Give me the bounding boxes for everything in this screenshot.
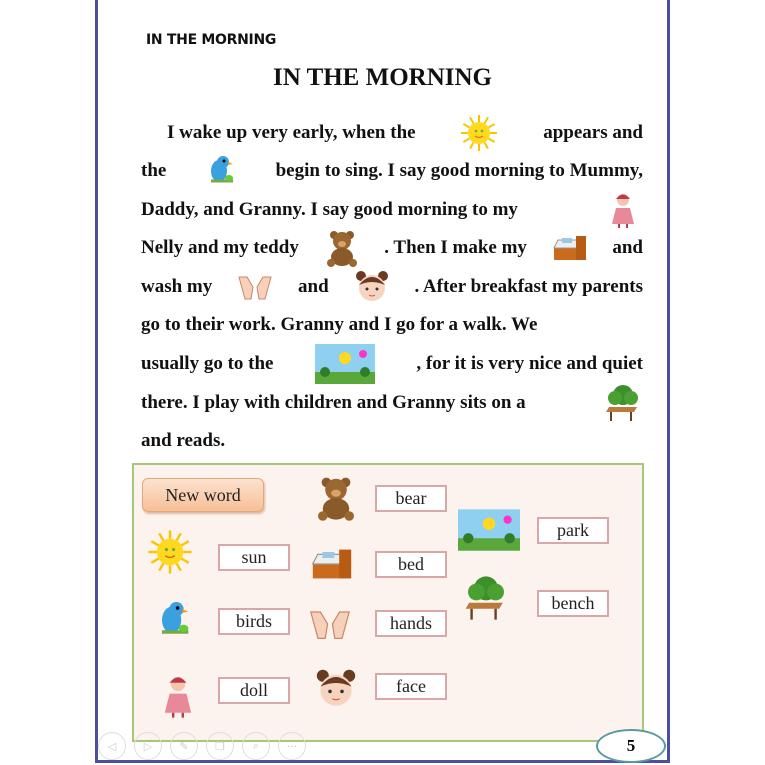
paragraph-line xyxy=(141,268,643,306)
viewer-controls xyxy=(98,732,306,760)
word-label-bear: bear xyxy=(375,485,447,512)
more-icon[interactable]: ··· xyxy=(278,732,306,760)
word-label-birds: birds xyxy=(218,608,290,635)
paragraph-line xyxy=(141,345,643,383)
sun-icon xyxy=(146,528,194,576)
face-icon xyxy=(312,665,360,713)
next-icon[interactable]: ▷ xyxy=(134,732,162,760)
page-number: 5 xyxy=(596,729,666,763)
paragraph-text: I wake up very early, when the xyxy=(167,122,416,143)
paragraph-text: the xyxy=(141,160,167,181)
word-label-park: park xyxy=(537,517,609,544)
prev-icon[interactable]: ◁ xyxy=(98,732,126,760)
word-label-hands: hands xyxy=(375,610,447,637)
paragraph-line xyxy=(141,384,643,422)
paragraph-text: and xyxy=(298,276,329,297)
hands-icon xyxy=(306,600,354,648)
paragraph-text: . After breakfast my parents xyxy=(414,276,643,297)
paragraph-line xyxy=(141,422,643,460)
word-label-sun: sun xyxy=(218,544,290,571)
bear-icon xyxy=(312,474,360,522)
paragraph-text: appears and xyxy=(543,122,643,143)
paragraph-line xyxy=(167,114,643,152)
word-label-bed: bed xyxy=(375,551,447,578)
doll-icon xyxy=(603,190,643,230)
paragraph-text: . Then I make my xyxy=(384,237,527,258)
new-word-button[interactable]: New word xyxy=(142,478,264,512)
page-title: IN THE MORNING xyxy=(272,64,492,91)
paragraph-text: Nelly and my teddy xyxy=(141,237,299,258)
paragraph-text: and xyxy=(612,237,643,258)
paragraph-line xyxy=(141,229,643,267)
paragraph-text: usually go to the xyxy=(141,353,274,374)
bench-icon xyxy=(603,383,643,423)
birds-icon xyxy=(201,151,241,191)
running-header: IN THE MORNING xyxy=(146,32,277,48)
copy-icon[interactable]: ❐ xyxy=(206,732,234,760)
bear-icon xyxy=(322,228,362,268)
paragraph-line xyxy=(141,152,643,190)
paragraph-text: and reads. xyxy=(141,430,226,451)
bench-icon xyxy=(462,574,510,622)
word-label-bench: bench xyxy=(537,590,609,617)
paragraph-line xyxy=(141,191,643,229)
paragraph-line xyxy=(141,306,643,344)
bed-icon xyxy=(550,228,590,268)
pen-icon[interactable]: ✎ xyxy=(170,732,198,760)
park-icon xyxy=(458,506,520,554)
face-icon xyxy=(352,267,392,307)
hands-icon xyxy=(235,267,275,307)
word-label-face: face xyxy=(375,673,447,700)
paragraph-text: Daddy, and Granny. I say good morning to my xyxy=(141,199,518,220)
paragraph-text: , for it is very nice and quiet xyxy=(416,353,643,374)
paragraph-text: there. I play with children and Granny sits on a xyxy=(141,392,526,413)
paragraph-text: wash my xyxy=(141,276,213,297)
sun-icon xyxy=(459,113,499,153)
park-icon xyxy=(315,344,375,384)
zoom-icon[interactable]: ⌕ xyxy=(242,732,270,760)
word-label-doll: doll xyxy=(218,677,290,704)
birds-icon xyxy=(150,596,198,644)
bed-icon xyxy=(308,540,356,588)
paragraph-text: begin to sing. I say good morning to Mummy, xyxy=(275,160,643,181)
doll-icon xyxy=(154,672,202,720)
paragraph-text: go to their work. Granny and I go for a walk. We xyxy=(141,314,538,335)
